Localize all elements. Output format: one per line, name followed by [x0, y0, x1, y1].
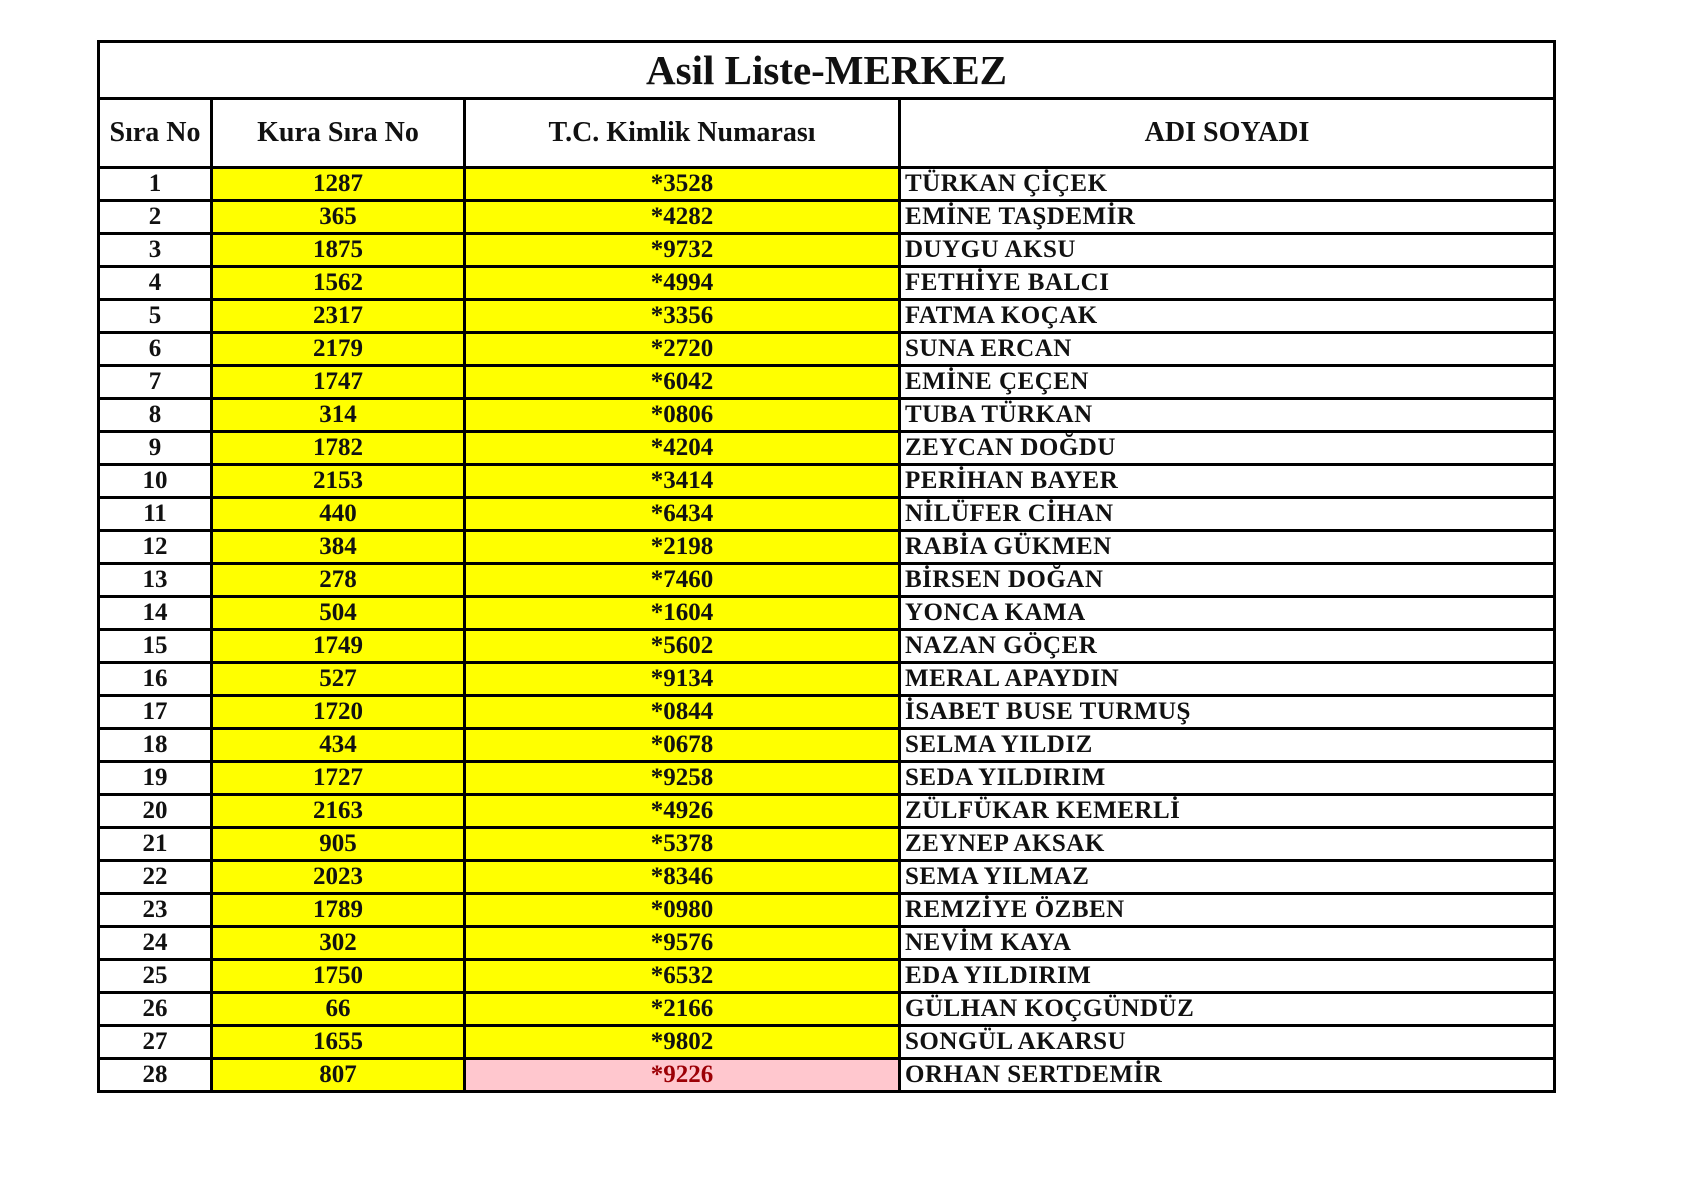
tc-kimlik-cell: *0806 [465, 399, 900, 432]
adi-soyadi-cell: MERAL APAYDIN [900, 663, 1555, 696]
kura-sira-no-cell: 314 [212, 399, 465, 432]
table-row [99, 828, 1555, 861]
sira-no-cell: 20 [99, 795, 212, 828]
adi-soyadi-cell: ZEYCAN DOĞDU [900, 432, 1555, 465]
kura-sira-no-cell: 807 [212, 1059, 465, 1092]
tc-kimlik-cell: *3414 [465, 465, 900, 498]
adi-soyadi-cell: İSABET BUSE TURMUŞ [900, 696, 1555, 729]
sira-no-cell: 11 [99, 498, 212, 531]
adi-soyadi-cell: PERİHAN BAYER [900, 465, 1555, 498]
kura-sira-no-cell: 1720 [212, 696, 465, 729]
table-row [99, 366, 1555, 399]
sira-no-cell: 4 [99, 267, 212, 300]
adi-soyadi-cell: REMZİYE ÖZBEN [900, 894, 1555, 927]
table-row [99, 531, 1555, 564]
kura-sira-no-cell: 434 [212, 729, 465, 762]
adi-soyadi-cell: FATMA KOÇAK [900, 300, 1555, 333]
tc-kimlik-cell: *5378 [465, 828, 900, 861]
kura-sira-no-cell: 278 [212, 564, 465, 597]
table-row [99, 630, 1555, 663]
sira-no-cell: 17 [99, 696, 212, 729]
table-row [99, 861, 1555, 894]
tc-kimlik-cell: *3356 [465, 300, 900, 333]
table-row [99, 498, 1555, 531]
adi-soyadi-cell: FETHİYE BALCI [900, 267, 1555, 300]
tc-kimlik-cell: *2166 [465, 993, 900, 1026]
kura-sira-no-cell: 1747 [212, 366, 465, 399]
table-row [99, 894, 1555, 927]
adi-soyadi-cell: ZEYNEP AKSAK [900, 828, 1555, 861]
tc-kimlik-cell: *9226 [465, 1059, 900, 1092]
sira-no-cell: 27 [99, 1026, 212, 1059]
sira-no-cell: 10 [99, 465, 212, 498]
sira-no-cell: 7 [99, 366, 212, 399]
table-row [99, 399, 1555, 432]
table-row [99, 564, 1555, 597]
tc-kimlik-cell: *6434 [465, 498, 900, 531]
adi-soyadi-cell: DUYGU AKSU [900, 234, 1555, 267]
adi-soyadi-cell: SELMA YILDIZ [900, 729, 1555, 762]
kura-sira-no-cell: 527 [212, 663, 465, 696]
adi-soyadi-cell: NAZAN GÖÇER [900, 630, 1555, 663]
table-row [99, 300, 1555, 333]
table-row [99, 432, 1555, 465]
sira-no-cell: 8 [99, 399, 212, 432]
table-row [99, 729, 1555, 762]
kura-sira-no-cell: 2179 [212, 333, 465, 366]
sira-no-cell: 25 [99, 960, 212, 993]
tc-kimlik-cell: *4926 [465, 795, 900, 828]
sira-no-cell: 9 [99, 432, 212, 465]
table-row [99, 696, 1555, 729]
table-row [99, 1059, 1555, 1092]
sira-no-cell: 23 [99, 894, 212, 927]
tc-kimlik-cell: *6532 [465, 960, 900, 993]
tc-kimlik-cell: *7460 [465, 564, 900, 597]
table-row [99, 1026, 1555, 1059]
adi-soyadi-cell: RABİA GÜKMEN [900, 531, 1555, 564]
adi-soyadi-cell: TUBA TÜRKAN [900, 399, 1555, 432]
kura-sira-no-cell: 302 [212, 927, 465, 960]
adi-soyadi-cell: SONGÜL AKARSU [900, 1026, 1555, 1059]
sira-no-cell: 28 [99, 1059, 212, 1092]
sira-no-cell: 24 [99, 927, 212, 960]
sira-no-cell: 12 [99, 531, 212, 564]
table-row [99, 960, 1555, 993]
sira-no-cell: 5 [99, 300, 212, 333]
table-row [99, 333, 1555, 366]
tc-kimlik-cell: *4994 [465, 267, 900, 300]
tc-kimlik-cell: *3528 [465, 168, 900, 201]
sira-no-cell: 26 [99, 993, 212, 1026]
table-row [99, 267, 1555, 300]
tc-kimlik-cell: *4204 [465, 432, 900, 465]
sira-no-cell: 1 [99, 168, 212, 201]
table-row [99, 234, 1555, 267]
tc-kimlik-cell: *2720 [465, 333, 900, 366]
table-row [99, 168, 1555, 201]
header-sira-no: Sıra No [99, 99, 212, 168]
tc-kimlik-cell: *1604 [465, 597, 900, 630]
table-row [99, 927, 1555, 960]
sira-no-cell: 3 [99, 234, 212, 267]
asil-liste-table [97, 40, 1556, 1093]
tc-kimlik-cell: *2198 [465, 531, 900, 564]
sira-no-cell: 21 [99, 828, 212, 861]
kura-sira-no-cell: 1287 [212, 168, 465, 201]
tc-kimlik-cell: *9732 [465, 234, 900, 267]
adi-soyadi-cell: GÜLHAN KOÇGÜNDÜZ [900, 993, 1555, 1026]
tc-kimlik-cell: *9576 [465, 927, 900, 960]
tc-kimlik-cell: *0980 [465, 894, 900, 927]
kura-sira-no-cell: 384 [212, 531, 465, 564]
table-row [99, 663, 1555, 696]
adi-soyadi-cell: SEDA YILDIRIM [900, 762, 1555, 795]
sira-no-cell: 19 [99, 762, 212, 795]
table-row [99, 597, 1555, 630]
sira-no-cell: 14 [99, 597, 212, 630]
table-row [99, 762, 1555, 795]
sira-no-cell: 13 [99, 564, 212, 597]
kura-sira-no-cell: 1749 [212, 630, 465, 663]
header-row [99, 99, 1555, 168]
sira-no-cell: 6 [99, 333, 212, 366]
tc-kimlik-cell: *0844 [465, 696, 900, 729]
kura-sira-no-cell: 2153 [212, 465, 465, 498]
tc-kimlik-cell: *4282 [465, 201, 900, 234]
tc-kimlik-cell: *0678 [465, 729, 900, 762]
tc-kimlik-cell: *6042 [465, 366, 900, 399]
table-body [99, 168, 1555, 1092]
header-adi-soyadi: ADI SOYADI [900, 99, 1555, 168]
tc-kimlik-cell: *8346 [465, 861, 900, 894]
sira-no-cell: 18 [99, 729, 212, 762]
kura-sira-no-cell: 1750 [212, 960, 465, 993]
sira-no-cell: 15 [99, 630, 212, 663]
kura-sira-no-cell: 365 [212, 201, 465, 234]
title-row [99, 42, 1555, 99]
sira-no-cell: 22 [99, 861, 212, 894]
adi-soyadi-cell: ZÜLFÜKAR KEMERLİ [900, 795, 1555, 828]
adi-soyadi-cell: EDA YILDIRIM [900, 960, 1555, 993]
document-sheet [97, 40, 1553, 1093]
tc-kimlik-cell: *9134 [465, 663, 900, 696]
adi-soyadi-cell: NİLÜFER CİHAN [900, 498, 1555, 531]
table-row [99, 795, 1555, 828]
table-title: Asil Liste-MERKEZ [99, 42, 1555, 99]
kura-sira-no-cell: 440 [212, 498, 465, 531]
adi-soyadi-cell: TÜRKAN ÇİÇEK [900, 168, 1555, 201]
adi-soyadi-cell: EMİNE TAŞDEMİR [900, 201, 1555, 234]
adi-soyadi-cell: ORHAN SERTDEMİR [900, 1059, 1555, 1092]
kura-sira-no-cell: 504 [212, 597, 465, 630]
kura-sira-no-cell: 1782 [212, 432, 465, 465]
header-kura-sira-no: Kura Sıra No [212, 99, 465, 168]
tc-kimlik-cell: *5602 [465, 630, 900, 663]
kura-sira-no-cell: 2317 [212, 300, 465, 333]
kura-sira-no-cell: 66 [212, 993, 465, 1026]
kura-sira-no-cell: 2023 [212, 861, 465, 894]
adi-soyadi-cell: SEMA YILMAZ [900, 861, 1555, 894]
adi-soyadi-cell: NEVİM KAYA [900, 927, 1555, 960]
kura-sira-no-cell: 2163 [212, 795, 465, 828]
header-tc-kimlik: T.C. Kimlik Numarası [465, 99, 900, 168]
sira-no-cell: 2 [99, 201, 212, 234]
adi-soyadi-cell: EMİNE ÇEÇEN [900, 366, 1555, 399]
tc-kimlik-cell: *9258 [465, 762, 900, 795]
kura-sira-no-cell: 1875 [212, 234, 465, 267]
kura-sira-no-cell: 1562 [212, 267, 465, 300]
table-row [99, 465, 1555, 498]
kura-sira-no-cell: 905 [212, 828, 465, 861]
table-row [99, 201, 1555, 234]
kura-sira-no-cell: 1789 [212, 894, 465, 927]
adi-soyadi-cell: SUNA ERCAN [900, 333, 1555, 366]
kura-sira-no-cell: 1727 [212, 762, 465, 795]
adi-soyadi-cell: YONCA KAMA [900, 597, 1555, 630]
table-row [99, 993, 1555, 1026]
kura-sira-no-cell: 1655 [212, 1026, 465, 1059]
adi-soyadi-cell: BİRSEN DOĞAN [900, 564, 1555, 597]
sira-no-cell: 16 [99, 663, 212, 696]
tc-kimlik-cell: *9802 [465, 1026, 900, 1059]
